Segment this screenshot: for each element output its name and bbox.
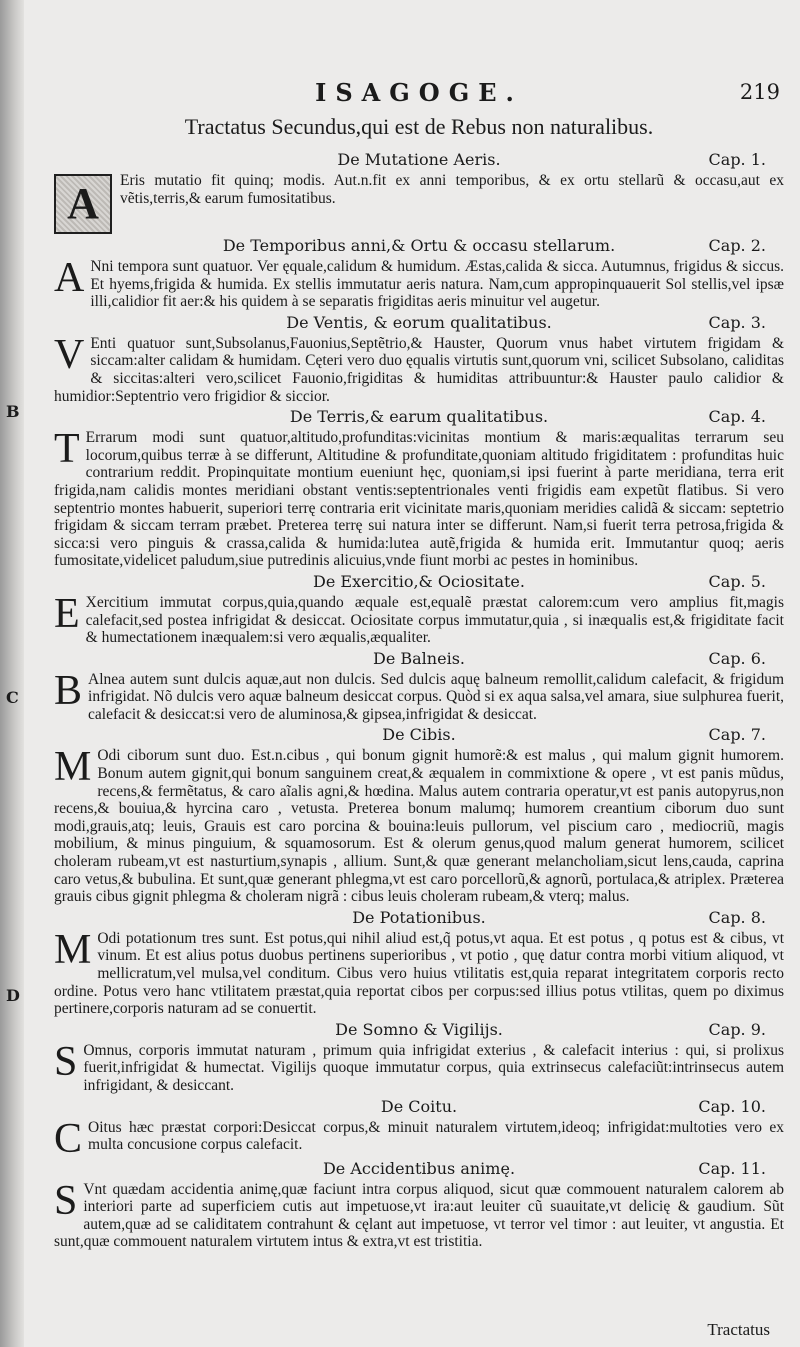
chapter-section	[50, 723, 788, 905]
chapter-heading	[50, 723, 788, 747]
initial-letter: V	[54, 331, 85, 378]
chapter-text	[54, 1177, 784, 1251]
chapter-number: Cap. 1.	[708, 150, 766, 169]
paragraph-text: Alnea autem sunt dulcis aquæ,aut non dulcis. Sed dulcis aquę balneum remollit,calidum calefacit, & frigidum infrigidat. Nõ dulcis vero aquæ balneum desiccat corpus. Quòd si ex aqua salsa,vel amara, siue sulphurea fuerit, calefacit & desiccat:si vero de aluminosa,& gipsea,infrigidat & desiccat.	[88, 670, 784, 723]
chapter-title: De Coitu.	[380, 1096, 458, 1116]
chapter-section	[50, 570, 788, 647]
initial-letter: M	[54, 744, 92, 791]
chapter-text	[54, 667, 784, 724]
chapter-text	[54, 331, 784, 405]
paragraph-text: Vnt quædam accidentia animę,quæ faciunt intra corpus aliquod, sicut quæ commouent naturalem calorem ab interiori parte ad superficiem cutis aut impetuose,vt ira:aut leuiter cũ suauitate,vt delicię & gaudium. Sũt autem,quæ ad se caliditatem contrahunt & cęlant aut impetuose, vt terror vel timor : aut leuiter, vt angustia. Et sunt,quæ commouent naturalem virtutem intus & extra,vt est tristitia.	[54, 1180, 784, 1251]
chapter-heading	[50, 311, 788, 335]
chapter-text	[54, 426, 784, 570]
chapter-number: Cap. 10.	[698, 1096, 766, 1116]
initial-letter: E	[54, 590, 80, 637]
chapter-section	[50, 234, 788, 311]
chapter-title: De Ventis, & eorum qualitatibus.	[286, 312, 552, 332]
chapter-number: Cap. 3.	[708, 312, 766, 332]
chapter-text	[54, 172, 784, 234]
chapter-section	[50, 405, 788, 570]
book-page	[50, 78, 788, 1340]
treatise-title: Tractatus Secundus,qui est de Rebus non naturalibus.	[184, 114, 654, 139]
chapter-title: De Exercitio,& Ociositate.	[313, 571, 525, 591]
paragraph-text: Errarum modi sunt quatuor,altitudo,profunditas:vicinitas montium & maris:æqualitas terrarum seu locorum,quibus terræ à se differunt, Altitudine & profunditate,quoniam altitudo frigiditatem : profunditas huic contrarium reddit. Propinquitate montium eueniunt hęc, quoniam,si ipsi fuerint à parte meridiana, terra erit frigida,nam calidis montes meridiani obstant ventis:septentrionales venti frigidis eam expetũt flatibus. Si vero septentrio montes habuerit, superiori terrę contraria erit vicinitate maris,quoniam meridies calidã & siccam: septetrio frigidam & siccam terram præbet. Preterea terrę sui natura inter se differunt. Nam,si fuerit terra petrosa,frigida & sicca:si vero pinguis & crassa,calida & humida:lutea autẽ,frigida & humida erit. Immutantur quoq; aeris fumositate,videlicet paludum,siue putredinis alicuius,vnde fiunt morbi ac pestes in hominibus.	[54, 429, 784, 570]
paragraph-text: Nni tempora sunt quatuor. Ver ęquale,calidum & humidum. Æstas,calida & sicca. Autumnus, frigidus & siccus. Et hyems,frigida & humida. Ex stellis immutatur aeris natura. Nam,cum appropinquauerit Sol stellis,vel ipsæ illi,calidior fit aer:& his quidem à se separatis frigiditas aeris minuitur vel augetur.	[90, 258, 784, 311]
chapter-section	[50, 906, 788, 1018]
chapter-title: De Somno & Vigilijs.	[335, 1019, 503, 1039]
side-letter-d: D	[6, 986, 20, 1005]
chapter-text	[54, 255, 784, 311]
chapter-text	[54, 1115, 784, 1162]
chapter-number: Cap. 7.	[708, 725, 766, 745]
chapter-section	[50, 1157, 788, 1251]
chapter-text	[54, 590, 784, 647]
ornamental-initial: A	[54, 174, 112, 234]
chapter-section	[50, 1095, 788, 1162]
chapter-heading	[50, 234, 788, 258]
paragraph-text: Eris mutatio fit quinq; modis. Aut.n.fit ex anni temporibus, & ex ortu stellarũ & occasu,aut ex vẽtis,terris,& earum fumositatibus.	[120, 172, 784, 207]
paragraph-text: Odi ciborum sunt duo. Est.n.cibus , qui bonum gignit humorẽ:& est malus , qui malum gignit humorem. Bonum autem gignit,qui bonum sanguinem creat,& æqualem in commixtione & opere , vt est panis mũdus, recens,& fermẽtatus, & caro aĩalis agni,& hœdina. Malus autem contraria operatur,vt est panis autopyrus,non recens,& bouiua,& hyrcina caro , vetusta. Preterea bonum malumq; humorem creantium ciborum duo sunt modi,grauis,atq; leuis, Grauis est caro porcina & bouina:leuis pullorum, vel piscium caro , mediocriũ, magis mobilium, & minus pinguium, & squamosorum. Est & olerum genus,quod malum generat humorem, scilicet choleram rubeam,vt est nasturtium,synapis , allium. Sunt,& quæ generant melancholiam,sicut lens,cauda, caprina caro vetus,& bubulina. Et sunt,quæ generant phlegma,vt est caro porcellorũ,& agnorũ, portulaca,& atriplex. Præterea grauis cibus gignit phlegma & choleram nigrã : cibus leuis choleram rubeam,& vterq; malus.	[54, 747, 784, 906]
initial-letter: T	[54, 426, 80, 473]
chapter-heading	[50, 148, 788, 172]
paragraph-text: Omnus, corporis immutat naturam , primum quia infrigidat exterius , & calefacit interius : qui, si prolixus fuerit,infrigidat & humectat. Vigilijs quoque immutatur corpus, quia extrinsecus calefaciũt:intrinsecus autem infrigidant, & desiccant.	[83, 1041, 784, 1094]
chapter-title: De Temporibus anni,& Ortu & occasu stellarum.	[222, 236, 616, 255]
initial-letter: C	[54, 1115, 83, 1162]
running-title: ISAGOGE.	[315, 78, 523, 107]
chapter-list	[50, 148, 788, 1251]
chapter-number: Cap. 5.	[708, 571, 766, 591]
chapter-title: De Potationibus.	[352, 907, 486, 927]
chapter-title: De Terris,& earum qualitatibus.	[289, 407, 549, 427]
paragraph-text: Odi potationum tres sunt. Est potus,qui nihil aliud est,q̃ potus,vt aqua. Et est potus , q potus est & cibus, vt vinum. Et est alius potus duobus pertinens superioribus , vt potio , quę datur contra morbi vitium aliquod, vt mellicratum,vel mulsa,vel conditum. Cibus vero huius vtilitatis est,quia reparat integritatem corporis recto ordine. Potus vero hanc vtilitatem præstat,quia reportat cibos per corpus:sed illius potus vtilitas, quem po diximus pertinere,corporis naturam ad se conuertit.	[54, 929, 784, 1018]
chapter-text	[54, 1038, 784, 1095]
chapter-section	[50, 148, 788, 234]
chapter-number: Cap. 8.	[708, 907, 766, 927]
initial-letter: S	[54, 1177, 78, 1224]
chapter-title: De Cibis.	[382, 725, 456, 745]
chapter-title: De Mutatione Aeris.	[337, 150, 501, 169]
side-letter-c: C	[6, 688, 19, 707]
chapter-number: Cap. 11.	[698, 1158, 766, 1178]
initial-letter: M	[54, 926, 92, 973]
chapter-number: Cap. 2.	[708, 236, 766, 255]
chapter-heading	[50, 1095, 788, 1119]
chapter-number: Cap. 4.	[708, 407, 766, 427]
paragraph-text: Oitus hæc præstat corpori:Desiccat corpus,& minuit naturalem virtutem,ideoq; infrigidat:multoties vero ex multa concusione corpus calefacit.	[88, 1118, 784, 1154]
chapter-title: De Accidentibus animę.	[322, 1158, 516, 1178]
paragraph-text: Enti quatuor sunt,Subsolanus,Fauonius,Septẽtrio,& Hauster, Quorum vnus habet virtutem frigidam & siccam:alter calidam & humidam. Cęteri vero duo ęqualis virtutis sunt,quorum vni, scilicet Subsolano, caliditas & siccitas:alteri vero,scilicet Fauonio,frigiditas & humiditas attribuuntur:& Hauster paulo calidior & humidior:Septentrio vero frigidior & siccior.	[54, 334, 784, 405]
chapter-section	[50, 647, 788, 724]
chapter-heading	[50, 405, 788, 429]
chapter-heading	[50, 647, 788, 671]
initial-letter: B	[54, 667, 83, 714]
chapter-text	[54, 744, 784, 906]
page-header	[50, 78, 788, 108]
chapter-number: Cap. 6.	[708, 648, 766, 668]
binding-gutter	[0, 0, 24, 1347]
chapter-title: De Balneis.	[373, 648, 465, 668]
chapter-heading	[50, 1157, 788, 1181]
initial-letter: S	[54, 1038, 78, 1085]
initial-letter: A	[54, 255, 85, 301]
chapter-number: Cap. 9.	[708, 1019, 766, 1039]
page-number: 219	[739, 80, 780, 104]
chapter-heading	[50, 570, 788, 594]
catchword: Tractatus	[707, 1320, 770, 1339]
chapter-heading	[50, 906, 788, 930]
chapter-section	[50, 1018, 788, 1095]
chapter-section	[50, 311, 788, 405]
side-letter-b: B	[6, 402, 20, 421]
chapter-heading	[50, 1018, 788, 1042]
paragraph-text: Xercitium immutat corpus,quia,quando æquale est,equalẽ præstat calorem:cum vero amplius fit,magis calefacit,sed postea infrigidat & desiccat. Ociositate corpus immutatur,quia , si inæqualis est,& frigiditate facit & humectationem inæqualem:si vero æqualis,æqualiter.	[85, 593, 784, 647]
chapter-text	[54, 926, 784, 1018]
